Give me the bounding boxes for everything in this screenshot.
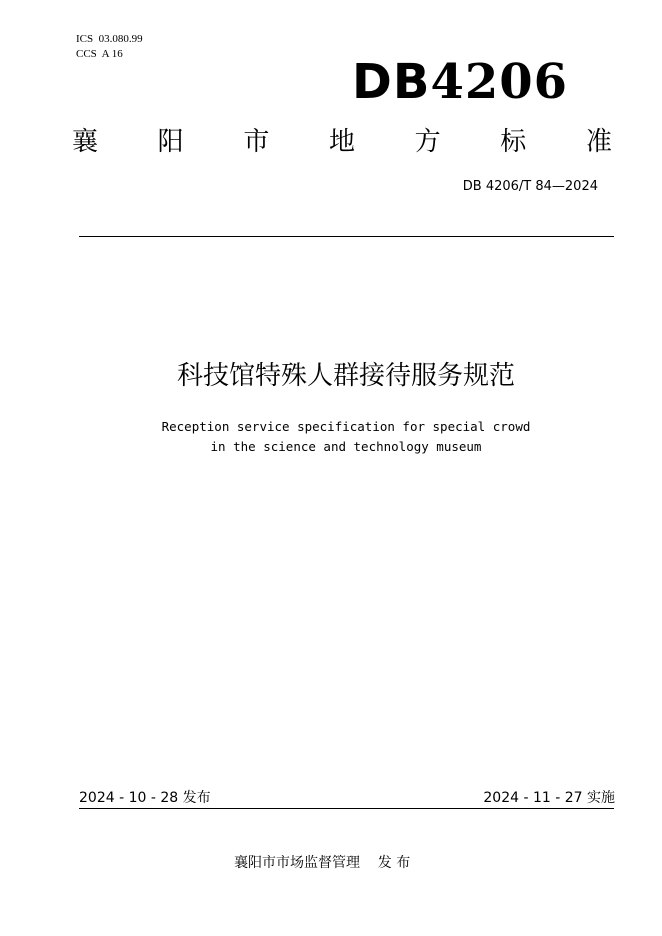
classification-codes — [76, 32, 143, 62]
document-title-cn: 科技馆特殊人群接待服务规范 — [176, 361, 515, 391]
ccs-code: CCS A 16 — [76, 48, 123, 60]
db-region-code: 4206 — [430, 54, 569, 110]
title-en-line: Reception service specification for special crowd — [161, 419, 531, 434]
ics-code: ICS 03.080.99 — [76, 33, 143, 45]
issue-date: 2024 - 10 - 28 发布 — [79, 790, 211, 806]
document-title-en — [0, 417, 662, 457]
standard-type-title — [72, 124, 612, 160]
title-char: 方 — [414, 127, 441, 157]
title-en-line: in the science and technology museum — [210, 439, 482, 454]
footer-divider — [79, 808, 614, 809]
db-prefix: DB — [352, 54, 431, 110]
title-char: 准 — [585, 127, 612, 157]
standard-number: DB 4206/T 84—2024 — [462, 179, 598, 194]
title-char: 襄 — [72, 127, 99, 157]
title-char: 阳 — [157, 127, 184, 157]
header-divider — [79, 236, 614, 237]
title-char: 地 — [328, 127, 355, 157]
publisher: 襄阳市市场监督管理 发 布 — [234, 855, 411, 871]
title-char: 标 — [500, 127, 527, 157]
title-char: 市 — [243, 127, 270, 157]
implementation-date: 2024 - 11 - 27 实施 — [483, 790, 615, 806]
db-standard-mark — [352, 52, 568, 112]
